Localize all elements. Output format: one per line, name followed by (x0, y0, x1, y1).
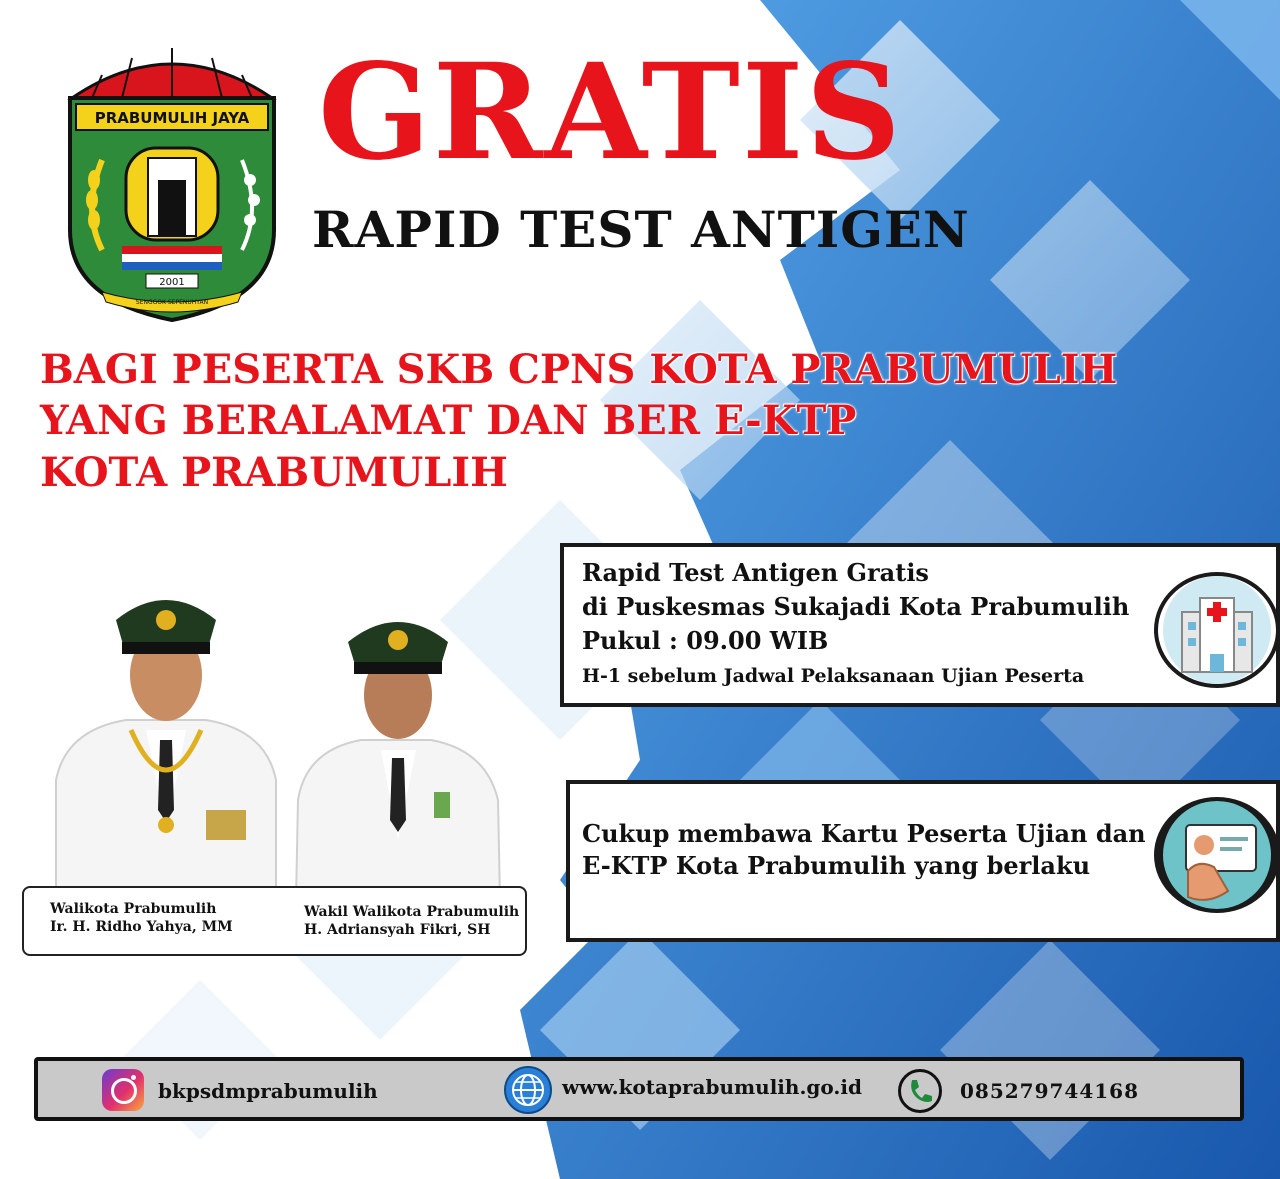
headline-line-2-a: YANG BERALAMAT DAN BER (40, 397, 714, 444)
phone-number[interactable]: 085279744168 (960, 1079, 1139, 1103)
logo-banner-text: PRABUMULIH JAYA (94, 109, 250, 127)
headline-line-2 (40, 394, 856, 448)
globe-icon[interactable] (504, 1066, 552, 1114)
vice-mayor-name: H. Adriansyah Fikri, SH (304, 922, 491, 938)
instagram-handle[interactable]: bkpsdmprabumulih (158, 1079, 378, 1103)
info-box-1-line-1: Rapid Test Antigen Gratis (582, 558, 929, 587)
officials-illustration (36, 570, 536, 900)
info-box-1-line-3: Pukul : 09.00 WIB (582, 626, 829, 655)
page-subtitle: RAPID TEST ANTIGEN (312, 200, 970, 259)
headline-line-3: KOTA PRABUMULIH (40, 449, 508, 496)
instagram-icon[interactable] (102, 1069, 144, 1111)
headline-line-1 (40, 343, 1117, 397)
phone-icon[interactable] (898, 1069, 942, 1113)
info-box-2-line-1: Cukup membawa Kartu Peserta Ujian dan (582, 819, 1146, 848)
officials-caption-box (22, 886, 527, 956)
mayor-figure (56, 600, 276, 900)
hospital-icon (1154, 572, 1280, 688)
vice-mayor-figure (296, 622, 500, 900)
logo-year-text: 2001 (159, 277, 185, 288)
page-title: GRATIS (318, 35, 903, 190)
info-box-1-line-4: H-1 sebelum Jadwal Pelaksanaan Ujian Peserta (582, 665, 1085, 687)
mayor-role: Walikota Prabumulih (50, 901, 217, 917)
footer-contact-bar (34, 1057, 1244, 1121)
vice-mayor-role: Wakil Walikota Prabumulih (304, 904, 520, 920)
info-box-1-line-2: di Puskesmas Sukajadi Kota Prabumulih (582, 592, 1130, 621)
officials-photo (36, 570, 536, 900)
website-link[interactable]: www.kotaprabumulih.go.id (562, 1075, 862, 1099)
city-emblem-logo (62, 40, 282, 322)
info-box-2-line-2: E-KTP Kota Prabumulih yang berlaku (582, 851, 1091, 880)
logo-ribbon-text: SENGGOK SEPENUHYAN (135, 299, 209, 306)
mayor-name: Ir. H. Ridho Yahya, MM (50, 919, 233, 935)
headline-line-1-a: BAGI PESERTA SKB CPNS (40, 346, 650, 393)
id-card-hand-icon (1154, 797, 1280, 913)
headline-line-2-b: E-KTP (713, 397, 857, 444)
headline-line-1-b: KOTA PRABUMULIH (649, 346, 1118, 393)
